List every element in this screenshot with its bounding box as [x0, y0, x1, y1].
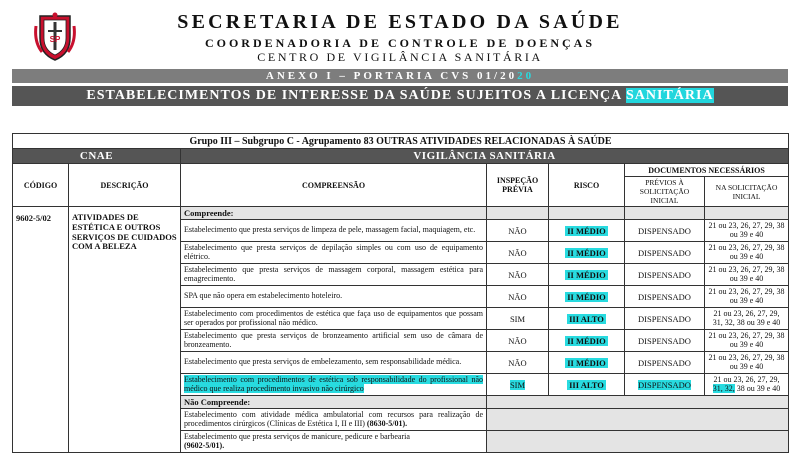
table-row: SPA que não opera em estabelecimento hoteleiro. NÃO II MÉDIO DISPENSADO 21 ou 23, 26, 27, 29, 38 ou 39 e 40	[13, 286, 789, 308]
risk-badge: II MÉDIO	[567, 357, 606, 368]
table-row: Estabelecimento com atividade médica ambulatorial com recursos para realização de procedimentos cirúrgicos (Clínicas de Estética I, II e III) (8630-5/01).	[13, 409, 789, 431]
document-header	[0, 0, 800, 70]
col-header-inspecao: INSPEÇÃO PRÉVIA	[487, 164, 549, 207]
col-header-risco: RISCO	[549, 164, 625, 207]
document-title: SECRETARIA DE ESTADO DA SAÚDE	[177, 11, 623, 33]
annex-text: ANEXO I – PORTARIA CVS 01/20	[265, 70, 518, 82]
risk-badge: II MÉDIO	[567, 247, 606, 258]
table-row: Estabelecimento que presta serviços de bronzeamento artificial sem uso de câmara de bronzeamento. NÃO II MÉDIO DISPENSADO 21 ou 23, 26, 27, 29, 38 ou 39 e 40	[13, 330, 789, 352]
col-header-docs-previos: PRÉVIOS À SOLICITAÇÃO INICIAL	[639, 178, 690, 205]
table-row-highlighted: Estabelecimento com procedimentos de estética sob responsabilidade do profissional não médico que realiza procedimento invasivo não cirúrgico SIM III ALTO DISPENSADO 21 ou 23, 26, 27, 29, 31, 32, 38 ou 39 e 40	[13, 374, 789, 396]
risk-badge: II MÉDIO	[567, 269, 606, 280]
cnae-code: 9602-5/02	[13, 207, 69, 453]
compreende-label: Compreende:	[181, 207, 487, 220]
table-row: Estabelecimento que presta serviços de embelezamento, sem responsabilidade médica. NÃO II MÉDIO DISPENSADO 21 ou 23, 26, 27, 29, 38 ou 39 e 40	[13, 352, 789, 374]
table-row: Estabelecimento que presta serviços de limpeza de pele, massagem facial, maquiagem, etc. NÃO II MÉDIO DISPENSADO 21 ou 23, 26, 27, 29, 38 ou 39 e 40	[13, 220, 789, 242]
table-row: Estabelecimento com procedimentos de estética que faça uso de equipamentos que possam ser operados por profissional não médico. SIM III ALTO DISPENSADO 21 ou 23, 26, 27, 29, 31, 32, 38 ou 39 e 40	[13, 308, 789, 330]
col-header-docs-na: NA SOLICITAÇÃO INICIAL	[715, 182, 778, 201]
risk-badge: III ALTO	[569, 313, 604, 324]
banner-bar	[12, 86, 788, 106]
risk-badge: II MÉDIO	[567, 291, 606, 302]
table-row: Estabelecimento que presta serviços de massagem corporal, massagem estética para emagrecimento. NÃO II MÉDIO DISPENSADO 21 ou 23, 26, 27, 29, 38 ou 39 e 40	[13, 264, 789, 286]
col-header-codigo: CÓDIGO	[13, 164, 69, 207]
nao-compreende-label: Não Compreende:	[181, 396, 487, 409]
group-title: Grupo III – Subgrupo C - Agrupamento 83 OUTRAS ATIVIDADES RELACIONADAS À SAÚDE	[13, 134, 789, 149]
banner-highlight: SANITÁRIA	[626, 88, 714, 103]
annex-highlight: 20	[517, 70, 535, 82]
annex-bar	[12, 69, 788, 83]
section-vigilancia: VIGILÂNCIA SANITÁRIA	[181, 149, 789, 164]
col-header-compreensao: COMPREENSÃO	[181, 164, 487, 207]
col-header-docs: DOCUMENTOS NECESSÁRIOS	[625, 164, 789, 177]
col-header-descricao: DESCRIÇÃO	[69, 164, 181, 207]
risk-badge: II MÉDIO	[567, 335, 606, 346]
logo-text: SP	[49, 35, 61, 44]
section-cnae: CNAE	[13, 149, 181, 164]
highlighted-description: Estabelecimento com procedimentos de estética sob responsabilidade do profissional não médico que realiza procedimento invasivo não cirúrgico	[184, 375, 483, 393]
activity-description: ATIVIDADES DE ESTÉTICA E OUTROS SERVIÇOS DE CUIDADOS COM A BELEZA	[69, 207, 181, 453]
coordination-subtitle: COORDENADORIA DE CONTROLE DE DOENÇAS	[204, 36, 596, 50]
table-row: Estabelecimento que presta serviços de depilação simples ou com uso de equipamento elétrico. NÃO II MÉDIO DISPENSADO 21 ou 23, 26, 27, 29, 38 ou 39 e 40	[13, 242, 789, 264]
license-table	[12, 133, 789, 453]
table-row: Estabelecimento que presta serviços de manicure, pedicure e barbearia (9602-5/01).	[13, 431, 789, 453]
banner-text: ESTABELECIMENTOS DE INTERESSE DA SAÚDE SUJEITOS A LICENÇA	[86, 88, 627, 103]
center-subtitle: CENTRO DE VIGILÂNCIA SANITÁRIA	[257, 50, 543, 64]
risk-badge: II MÉDIO	[567, 225, 606, 236]
risk-badge: III ALTO	[569, 379, 604, 390]
